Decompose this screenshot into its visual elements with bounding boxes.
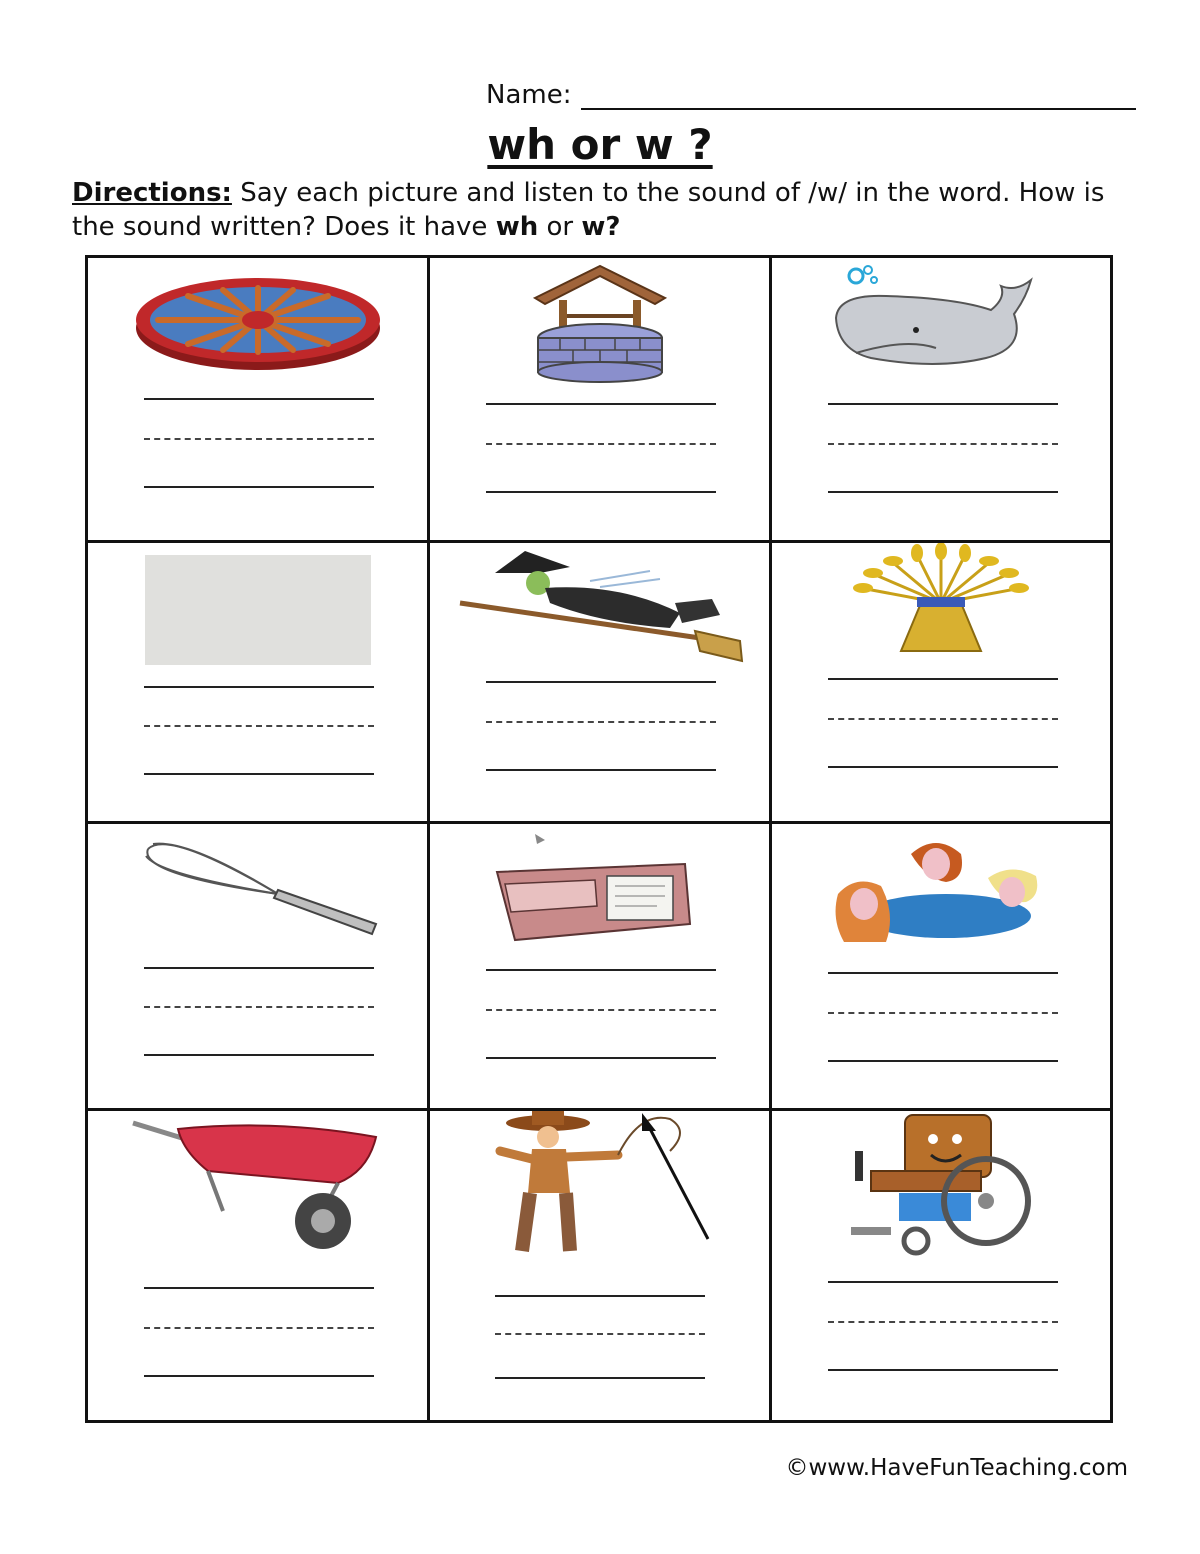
directions xyxy=(72,176,1122,244)
wheat-bundle-icon xyxy=(772,543,1110,673)
top-write-line[interactable] xyxy=(144,967,374,969)
cell-1 xyxy=(88,258,430,543)
middle-dashed-line[interactable] xyxy=(828,443,1058,445)
top-write-line[interactable] xyxy=(828,678,1058,680)
top-write-line[interactable] xyxy=(144,686,374,688)
directions-bold-wh: wh xyxy=(495,212,539,242)
witch-on-broom-icon xyxy=(430,543,769,673)
middle-dashed-line[interactable] xyxy=(495,1333,705,1335)
bottom-write-line[interactable] xyxy=(486,491,716,493)
cell-4 xyxy=(88,543,430,824)
cell-7 xyxy=(88,824,430,1111)
cell-9 xyxy=(772,824,1110,1111)
top-write-line[interactable] xyxy=(486,403,716,405)
blank-image-placeholder xyxy=(88,543,427,673)
cell-11 xyxy=(430,1111,772,1420)
middle-dashed-line[interactable] xyxy=(144,1006,374,1008)
name-label: Name: xyxy=(486,80,572,110)
cowboy-with-whip-icon xyxy=(430,1111,769,1241)
directions-text-1: Say each picture and listen to the sound of /w/ in the word. How is the sound written? Does it have xyxy=(72,178,1105,242)
whale-icon xyxy=(772,258,1110,388)
middle-dashed-line[interactable] xyxy=(828,718,1058,720)
top-write-line[interactable] xyxy=(144,1287,374,1289)
whisk-icon xyxy=(88,824,427,954)
top-write-line[interactable] xyxy=(828,1281,1058,1283)
wishing-well-icon xyxy=(430,258,769,388)
worksheet-title: wh or w ? xyxy=(487,120,713,169)
bottom-write-line[interactable] xyxy=(486,1057,716,1059)
wagon-wheel-icon xyxy=(88,258,427,388)
middle-dashed-line[interactable] xyxy=(486,443,716,445)
middle-dashed-line[interactable] xyxy=(144,1327,374,1329)
bottom-write-line[interactable] xyxy=(144,773,374,775)
top-write-line[interactable] xyxy=(828,403,1058,405)
directions-bold-w: w? xyxy=(581,212,621,242)
bottom-write-line[interactable] xyxy=(144,1375,374,1377)
bottom-write-line[interactable] xyxy=(828,766,1058,768)
name-field[interactable] xyxy=(486,70,1136,110)
top-write-line[interactable] xyxy=(486,969,716,971)
wigs-icon xyxy=(772,824,1110,954)
directions-label: Directions: xyxy=(72,178,232,208)
cell-12 xyxy=(772,1111,1110,1420)
cell-2 xyxy=(430,258,772,543)
bottom-write-line[interactable] xyxy=(144,1054,374,1056)
middle-dashed-line[interactable] xyxy=(486,1009,716,1011)
bottom-write-line[interactable] xyxy=(144,486,374,488)
picture-grid xyxy=(85,255,1113,1423)
wheelchair-icon xyxy=(772,1111,1110,1241)
name-write-line[interactable] xyxy=(581,80,1136,110)
middle-dashed-line[interactable] xyxy=(828,1321,1058,1323)
bottom-write-line[interactable] xyxy=(495,1377,705,1379)
bottom-write-line[interactable] xyxy=(828,491,1058,493)
directions-text-2: or xyxy=(538,212,582,242)
cell-3 xyxy=(772,258,1110,543)
middle-dashed-line[interactable] xyxy=(144,438,374,440)
wheelbarrow-icon xyxy=(88,1111,427,1241)
copyright-footer: ©www.HaveFunTeaching.com xyxy=(785,1455,1128,1481)
cell-10 xyxy=(88,1111,430,1420)
cell-8 xyxy=(430,824,772,1111)
middle-dashed-line[interactable] xyxy=(144,725,374,727)
cell-5 xyxy=(430,543,772,824)
bottom-write-line[interactable] xyxy=(828,1369,1058,1371)
top-write-line[interactable] xyxy=(144,398,374,400)
wallet-icon xyxy=(430,824,769,954)
bottom-write-line[interactable] xyxy=(486,769,716,771)
top-write-line[interactable] xyxy=(486,681,716,683)
middle-dashed-line[interactable] xyxy=(828,1012,1058,1014)
bottom-write-line[interactable] xyxy=(828,1060,1058,1062)
cell-6 xyxy=(772,543,1110,824)
middle-dashed-line[interactable] xyxy=(486,721,716,723)
top-write-line[interactable] xyxy=(495,1295,705,1297)
top-write-line[interactable] xyxy=(828,972,1058,974)
